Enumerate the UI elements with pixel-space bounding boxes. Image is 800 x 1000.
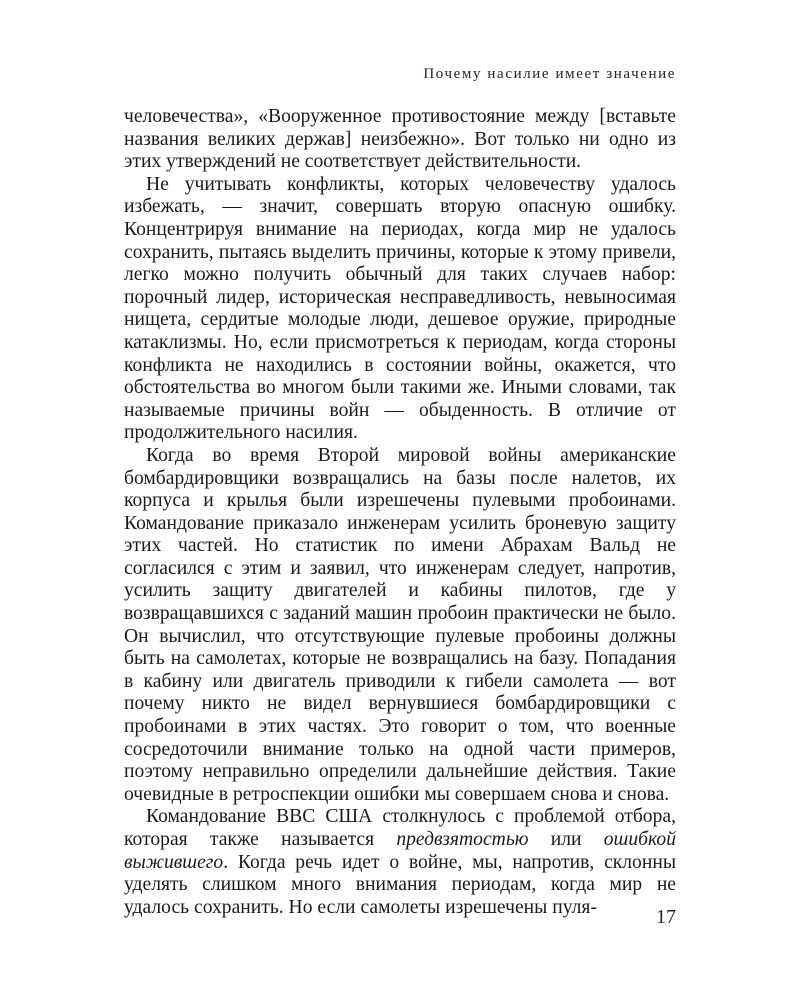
page-number: 17 xyxy=(656,906,676,928)
paragraph-4-text-c: . Когда речь идет о войне, мы, напротив, склонны уделять слишком много внимания периодам, когда мир не удалось сохранить. Но если самолеты изрешечены пуля- xyxy=(124,851,676,918)
italic-term-survivorship: ошибкой выжившего xyxy=(124,829,677,873)
body-text xyxy=(124,106,676,919)
paragraph-3: Когда во время Второй мировой войны американские бомбардировщики возвращались на базы после налетов, их корпуса и крылья были изрешечены пулевыми пробоинами. Командование приказало инженерам усилить броневую защиту этих частей. Но статистик по имени Абрахам Вальд не согласился с этим и заявил, что инженерам следует, напротив, усилить защиту двигателей и кабины пилотов, где у возвращавшихся с заданий машин пробоин практически не было. Он вычислил, что отсутствующие пулевые пробоины должны быть на самолетах, которые не возвращались на базу. Попадания в кабину или двигатель приводили к гибели самолета — вот почему никто не видел вернувшиеся бомбардировщики с пробоинами в этих частях. Это говорит о том, что военные сосредоточили внимание только на одной части примеров, поэтому неправильно определили дальнейшие действия. Такие очевидные в ретроспекции ошибки мы совершаем снова и снова. xyxy=(124,444,676,805)
italic-term-bias: предвзятостью xyxy=(396,829,529,850)
paragraph-4 xyxy=(124,806,676,919)
paragraph-4-text-a: Командование ВВС США столкнулось с проблемой отбора, которая также называется xyxy=(124,806,676,850)
paragraph-4-text-b: или xyxy=(528,829,604,850)
paragraph-1: человечества», «Вооруженное противостояние между [вставьте названия великих держав] неизбежно». Вот только ни одно из этих утверждений не соответствует действительности. xyxy=(124,106,676,173)
running-header: Почему насилие имеет значение xyxy=(423,66,676,82)
paragraph-2: Не учитывать конфликты, которых человечеству удалось избежать, — значит, совершать вторую опасную ошибку. Концентрируя внимание на периодах, когда мир не удалось сохранить, пытаясь выделить причины, которые к этому привели, легко можно получить обычный для таких случаев набор: порочный лидер, историческая несправедливость, невыносимая нищета, сердитые молодые люди, дешевое оружие, природные катаклизмы. Но, если присмотреться к периодам, когда стороны конфликта не находились в состоянии войны, окажется, что обстоятельства во многом были такими же. Иными словами, так называемые причины войн — обыденность. В отличие от продолжительного насилия. xyxy=(124,173,676,444)
